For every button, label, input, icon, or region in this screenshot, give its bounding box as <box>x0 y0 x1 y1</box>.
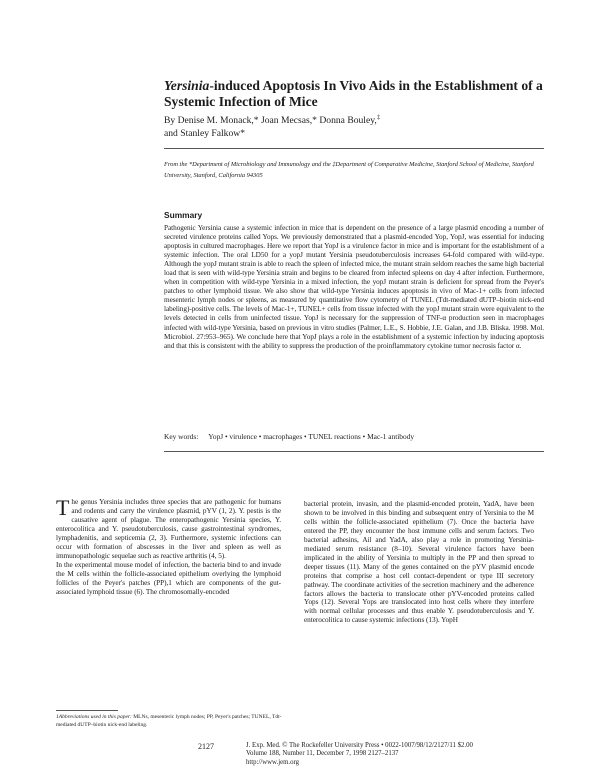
footnote-label: 1Abbreviations used in this paper: <box>56 714 132 720</box>
drop-cap: T <box>56 495 70 520</box>
title-rest: -induced Apoptosis In Vivo Aids in the Establishment of a Systemic Infection of Mice <box>164 78 543 109</box>
authors-superscript: ‡ <box>376 113 381 121</box>
article-title <box>164 78 544 110</box>
footnote-text: MLNs, mesenteric lymph nodes; PP, Peyer's patches; TUNEL, Tdt-mediated dUTP–biotin nick-end labeling. <box>56 714 282 728</box>
citation-line-1: J. Exp. Med. © The Rockefeller University Press • 0022-1007/98/12/2127/11 $2.00 <box>246 742 473 749</box>
body-right-column: bacterial protein, invasin, and the plasmid-encoded protein, YadA, have been shown to be involved in this binding and subsequent entry of Yersinia to the M cells within the follicle-associated epithelium (7). Once the bacteria have entered the PP, they encounter the host immune cells and serum factors. Two bacterial adhesins, Ail and YadA, also play a role in promoting Yersinia-mediated serum resistance (8–10). Several virulence factors have been implicated in the ability of Yersinia to multiply in the PP and then spread to deeper tissues (11). Many of the genes contained on the pYV plasmid encode proteins that comprise a host cell contact-dependent or type III secretory pathway. The coordinate activities of the secretion machinery and the adherence factors allows the bacteria to translocate other pYV-encoded proteins called Yops (12). Several Yops are translocated into host cells where they interfere with normal cellular processes and thus enable Y. pseudotuberculosis and Y. enterocolitica to cause systemic infections (13). YopH <box>304 500 534 625</box>
author-list <box>164 114 544 140</box>
summary-heading: Summary <box>164 210 203 220</box>
body-left-column <box>56 495 281 596</box>
citation-url[interactable]: http://www.jem.org <box>246 758 300 766</box>
authors-line-1: By Denise M. Monack,* Joan Mecsas,* Donna Bouley, <box>164 115 377 126</box>
header-divider <box>164 148 544 149</box>
authors-line-2: and Stanley Falkow* <box>164 128 246 139</box>
page-number: 2127 <box>198 742 214 751</box>
left-column-text: he genus Yersinia includes three species that are pathogenic for humans and rodents and carry the virulence plasmid, pYV (1, 2). Y. pestis is the causative agent of plague. The enteropathogenic Yersinia species, Y. enterocolitica and Y. pseudotuberculosis, cause gastrointestinal syndromes, lymphadenitis, and septicemia (2, 3). Furthermore, systemic infections can occur with formation of abscesses in the liver and spleen as well as immunopathologic sequelae such as reactive arthritis (4, 5). In the experimental mouse model of infection, the bacteria bind to and invade the M cells within the follicle-associated epithelium overlying the lymphoid follicles of the Peyer's patches (PP),1 which are components of the gut-associated lymphoid tissue (6). The chromosomally-encoded <box>56 498 281 596</box>
summary-text: Pathogenic Yersinia cause a systemic infection in mice that is dependent on the presence of a large plasmid encoding a number of secreted virulence proteins called Yops. We previously demonstrated that a plasmid-encoded Yop, YopJ, was essential for inducing apoptosis in cultured macrophages. Here we report that YopJ is a virulence factor in mice and is important for the establishment of a systemic infection. The oral LD50 for a yopJ mutant Yersinia pseudotuberculosis increases 64-fold compared with wild-type. Although the yopJ mutant strain is able to reach the spleen of infected mice, the mutant strain seldom reaches the same high bacterial load that is seen with wild-type Yersinia strain and begins to be cleared from infected spleens on day 4 after infection. Furthermore, when in competition with wild-type Yersinia in a mixed infection, the yopJ mutant strain is deficient for spread from the Peyer's patches to other lymphoid tissue. We also show that wild-type Yersinia induces apoptosis in vivo of Mac-1+ cells from infected mesenteric lymph nodes or spleens, as measured by quantitative flow cytometry of TUNEL (Tdt-mediated dUTP–biotin nick-end labeling)-positive cells. The levels of Mac-1+, TUNEL+ cells from tissue infected with the yopJ mutant strain were equivalent to the levels detected in cells from uninfected tissue. YopJ is necessary for the suppression of TNF-α production seen in macrophages infected with wild-type Yersinia, based on previous in vitro studies (Palmer, L.E., S. Hobbie, J.E. Galan, and J.B. Bliska. 1998. Mol. Microbiol. 27:953–965). We conclude here that YopJ plays a role in the establishment of a systemic infection by inducing apoptosis and that this is consistent with the ability to suppress the production of the proinflammatory cytokine tumor necrosis factor α. <box>164 224 544 350</box>
keywords-label: Key words: <box>164 432 199 441</box>
footnote <box>56 713 288 729</box>
summary-divider <box>164 451 544 452</box>
keywords-line <box>164 432 544 442</box>
affiliation: From the *Department of Microbiology and Immunology and the ‡Department of Comparative Medicine, Stanford School of Medicine, Stanford University, Stanford, California 94305 <box>164 161 534 179</box>
keywords-text: YopJ • virulence • macrophages • TUNEL reactions • Mac-1 antibody <box>208 432 415 441</box>
title-italic-part: Yersinia <box>164 78 210 93</box>
citation-line-2: Volume 188, Number 11, December 7, 1998 2127–2137 <box>246 750 399 758</box>
journal-citation <box>246 742 546 767</box>
footnote-divider <box>56 710 118 711</box>
